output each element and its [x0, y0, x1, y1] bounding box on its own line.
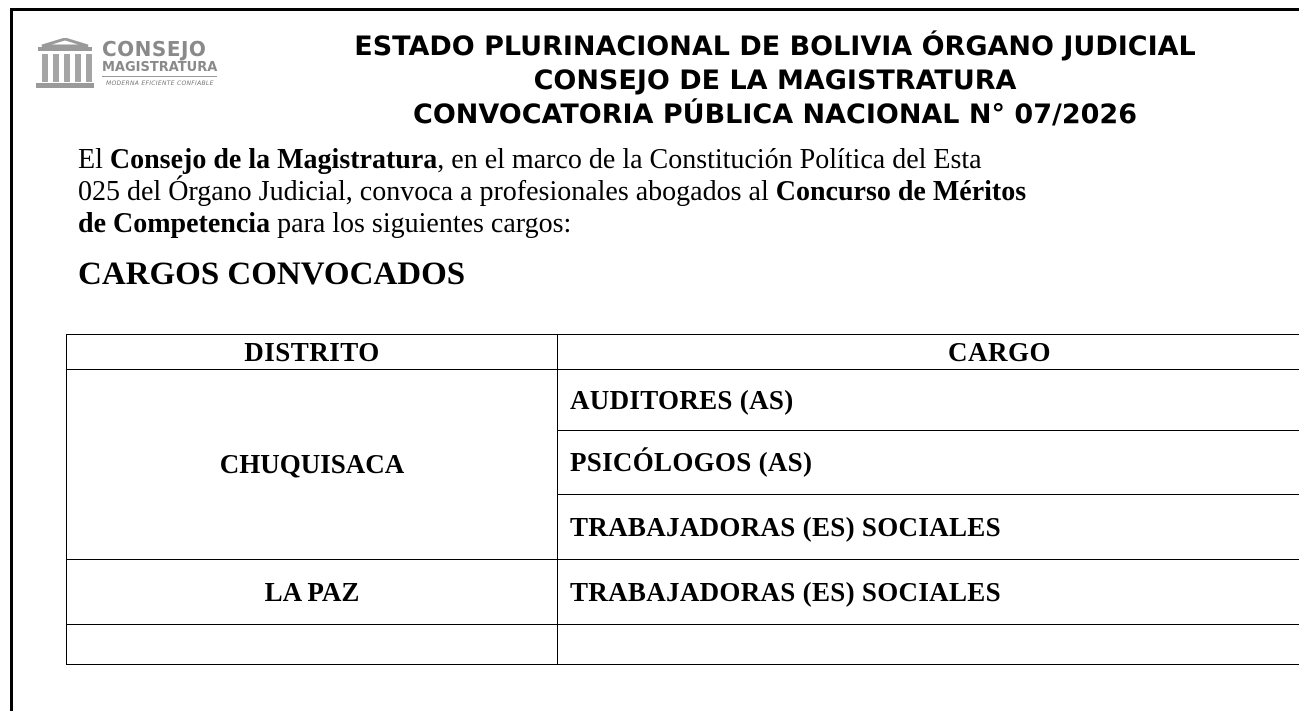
header-cargo: CARGO: [558, 335, 1299, 370]
intro-line-2: [78, 176, 1299, 208]
consejo-logo: [32, 36, 232, 92]
intro-bold-text: Consejo de la Magistratura: [110, 144, 437, 175]
intro-line-3: [78, 208, 1299, 240]
table-header-row: [67, 335, 1299, 370]
intro-text: , en el marco de la Constitución Política del Esta: [437, 144, 981, 175]
intro-text: 025 del Órgano Judicial, convoca a profesionales abogados al: [78, 176, 776, 207]
intro-paragraph: [78, 144, 1299, 240]
table-row: [67, 370, 1299, 431]
header-distrito: DISTRITO: [67, 335, 558, 370]
header-line-2: CONSEJO DE LA MAGISTRATURA: [250, 64, 1299, 98]
header-line-3: CONVOCATORIA PÚBLICA NACIONAL N° 07/2026: [250, 98, 1299, 132]
distrito-cell: CHUQUISACA: [67, 370, 558, 560]
cargos-table: [66, 334, 1299, 665]
columns-emblem-icon: [32, 38, 98, 90]
cargo-cell: PSICÓLOGOS (AS): [558, 431, 1299, 495]
table-row: [67, 625, 1299, 665]
intro-text: El: [78, 144, 110, 175]
header-line-1: ESTADO PLURINACIONAL DE BOLIVIA ÓRGANO JUDICIAL: [250, 30, 1299, 64]
intro-line-1: [78, 144, 1299, 176]
distrito-cell: LA PAZ: [67, 560, 558, 625]
cargo-cell: [558, 625, 1299, 665]
intro-text: para los siguientes cargos:: [270, 208, 571, 239]
intro-bold-text: Concurso de Méritos: [776, 176, 1026, 207]
cargo-cell: TRABAJADORAS (ES) SOCIALES: [558, 495, 1299, 560]
cargo-cell: AUDITORES (AS): [558, 370, 1299, 431]
logo-name-line1: CONSEJO: [102, 37, 206, 61]
distrito-cell: [67, 625, 558, 665]
logo-name-line2: MAGISTRATURA: [102, 60, 217, 77]
table-row: [67, 560, 1299, 625]
section-title: CARGOS CONVOCADOS: [78, 256, 465, 293]
document-header: [250, 30, 1299, 132]
logo-tagline: MODERNA EFICIENTE CONFIABLE: [106, 80, 214, 87]
intro-bold-text: de Competencia: [78, 208, 270, 239]
cargo-cell: TRABAJADORAS (ES) SOCIALES: [558, 560, 1299, 625]
